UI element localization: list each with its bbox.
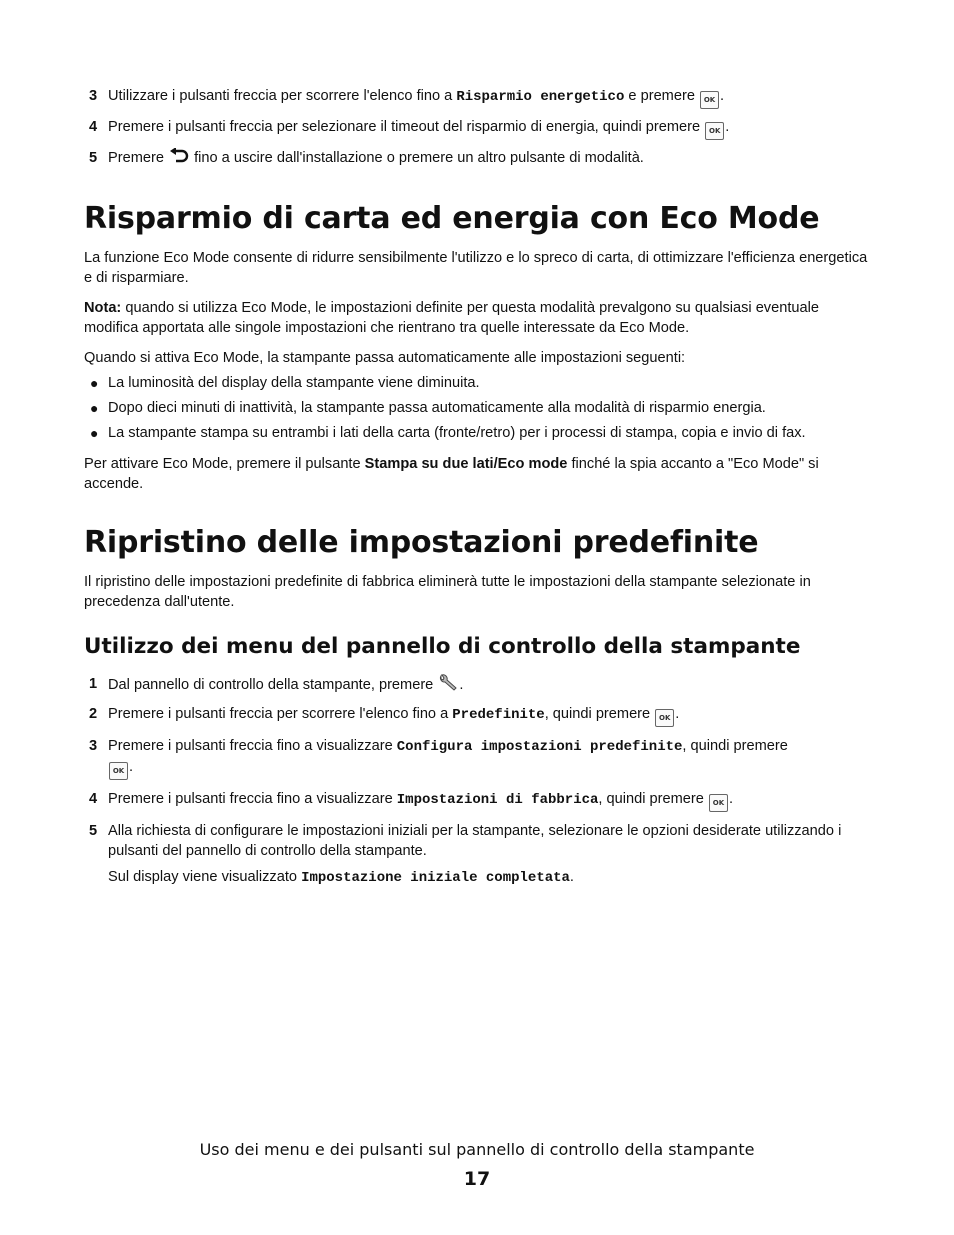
section-title-eco-mode: Risparmio di carta ed energia con Eco Mode xyxy=(84,201,820,236)
step-text: , quindi premere xyxy=(544,706,651,722)
punct: . xyxy=(725,119,730,135)
section-title-restore-defaults: Ripristino delle impostazioni predefinite xyxy=(84,525,759,560)
step-text: Premere i pulsanti freccia fino a visualizzare xyxy=(108,791,393,807)
restore-step-4 xyxy=(108,789,874,812)
step-number: 5 xyxy=(89,823,98,839)
bullet-icon: ● xyxy=(90,375,99,391)
bullet-item: Dopo dieci minuti di inattività, la stampante passa automaticamente alla modalità di risparmio energia. xyxy=(108,400,766,416)
page-number: 17 xyxy=(463,1168,491,1190)
eco-mode-lead: Quando si attiva Eco Mode, la stampante passa automaticamente alle impostazioni seguenti: xyxy=(84,350,686,366)
activate-text: Per attivare Eco Mode, premere il pulsante xyxy=(84,456,361,472)
step-text: Utilizzare i pulsanti freccia per scorrere l'elenco fino a xyxy=(108,88,453,104)
restore-step-1 xyxy=(108,674,874,695)
step-text: e premere xyxy=(628,88,695,104)
step-4-timeout xyxy=(108,117,874,140)
footer-title: Uso dei menu e dei pulsanti sul pannello di controllo della stampante xyxy=(199,1140,755,1159)
restore-step-5: Alla richiesta di configurare le impostazioni iniziali per la stampante, selezionare le opzioni desiderate utilizzando i pulsanti del pannello di controllo della stampante. xyxy=(108,823,842,859)
back-arrow-icon xyxy=(169,148,189,165)
bullet-icon: ● xyxy=(90,425,99,441)
restore-intro: Il ripristino delle impostazioni predefinite di fabbrica eliminerà tutte le impostazioni della stampante selezionate in precedenza dall'utente. xyxy=(84,574,811,610)
step-text: , quindi premere xyxy=(682,738,788,754)
step-text: Premere i pulsanti freccia per scorrere l'elenco fino a xyxy=(108,706,449,722)
menu-item-code: Predefinite xyxy=(452,707,545,723)
step-number: 3 xyxy=(89,738,98,754)
restore-result xyxy=(108,867,874,888)
menu-item-code: Impostazioni di fabbrica xyxy=(396,792,599,808)
wrench-icon xyxy=(438,674,458,692)
step-number: 2 xyxy=(89,706,98,722)
menu-item-code: Risparmio energetico xyxy=(456,89,625,105)
note-text: quando si utilizza Eco Mode, le impostazioni definite per questa modalità prevalgono su qualsiasi eventuale modifica apportata alle singole impostazioni che rientrano tra quelle interessate da Eco Mode. xyxy=(84,300,819,336)
step-3-risparmio xyxy=(108,86,874,109)
restore-step-2 xyxy=(108,704,874,727)
restore-step-3 xyxy=(108,736,874,780)
step-number: 4 xyxy=(89,119,98,135)
step-text: Premere xyxy=(108,150,164,166)
step-text: , quindi premere xyxy=(598,791,704,807)
step-number: 1 xyxy=(89,676,98,692)
punct: . xyxy=(459,677,464,693)
activate-text: finché la spia accanto a "Eco Mode" si accende. xyxy=(84,456,819,492)
step-number: 4 xyxy=(89,791,98,807)
button-name: Stampa su due lati/Eco mode xyxy=(364,456,568,472)
eco-mode-activate xyxy=(84,454,874,494)
eco-mode-intro: La funzione Eco Mode consente di ridurre sensibilmente l'utilizzo e lo spreco di carta, di ottimizzare l'efficienza energetica e di risparmiare. xyxy=(84,250,868,286)
menu-item-code: Configura impostazioni predefinite xyxy=(396,739,683,755)
punct: . xyxy=(720,88,725,104)
step-number: 3 xyxy=(89,88,98,104)
step-number: 5 xyxy=(89,150,98,166)
punct: . xyxy=(675,706,680,722)
step-5-back xyxy=(108,148,874,168)
step-text: Premere i pulsanti freccia fino a visualizzare xyxy=(108,738,393,754)
step-text: Premere i pulsanti freccia per selezionare il timeout del risparmio di energia, quindi premere xyxy=(108,119,701,135)
subsection-title-control-panel: Utilizzo dei menu del pannello di controllo della stampante xyxy=(84,634,801,659)
ok-button-icon: OK xyxy=(109,762,128,780)
ok-button-icon: OK xyxy=(700,91,719,109)
ok-button-icon: OK xyxy=(655,709,674,727)
note-label: Nota: xyxy=(84,300,122,316)
ok-button-icon: OK xyxy=(709,794,728,812)
eco-mode-note xyxy=(84,298,874,338)
bullet-item: La luminosità del display della stampante viene diminuita. xyxy=(108,375,480,391)
step-text: Dal pannello di controllo della stampante, premere xyxy=(108,677,434,693)
punct: . xyxy=(569,869,574,885)
ok-button-icon: OK xyxy=(705,122,724,140)
display-message-code: Impostazione iniziale completata xyxy=(301,870,570,886)
punct: . xyxy=(129,759,134,775)
bullet-item: La stampante stampa su entrambi i lati della carta (fronte/retro) per i processi di stampa, copia e invio di fax. xyxy=(108,425,806,441)
punct: . xyxy=(728,791,733,807)
step-text: fino a uscire dall'installazione o premere un altro pulsante di modalità. xyxy=(194,150,644,166)
bullet-icon: ● xyxy=(90,400,99,416)
result-text: Sul display viene visualizzato xyxy=(108,869,298,885)
